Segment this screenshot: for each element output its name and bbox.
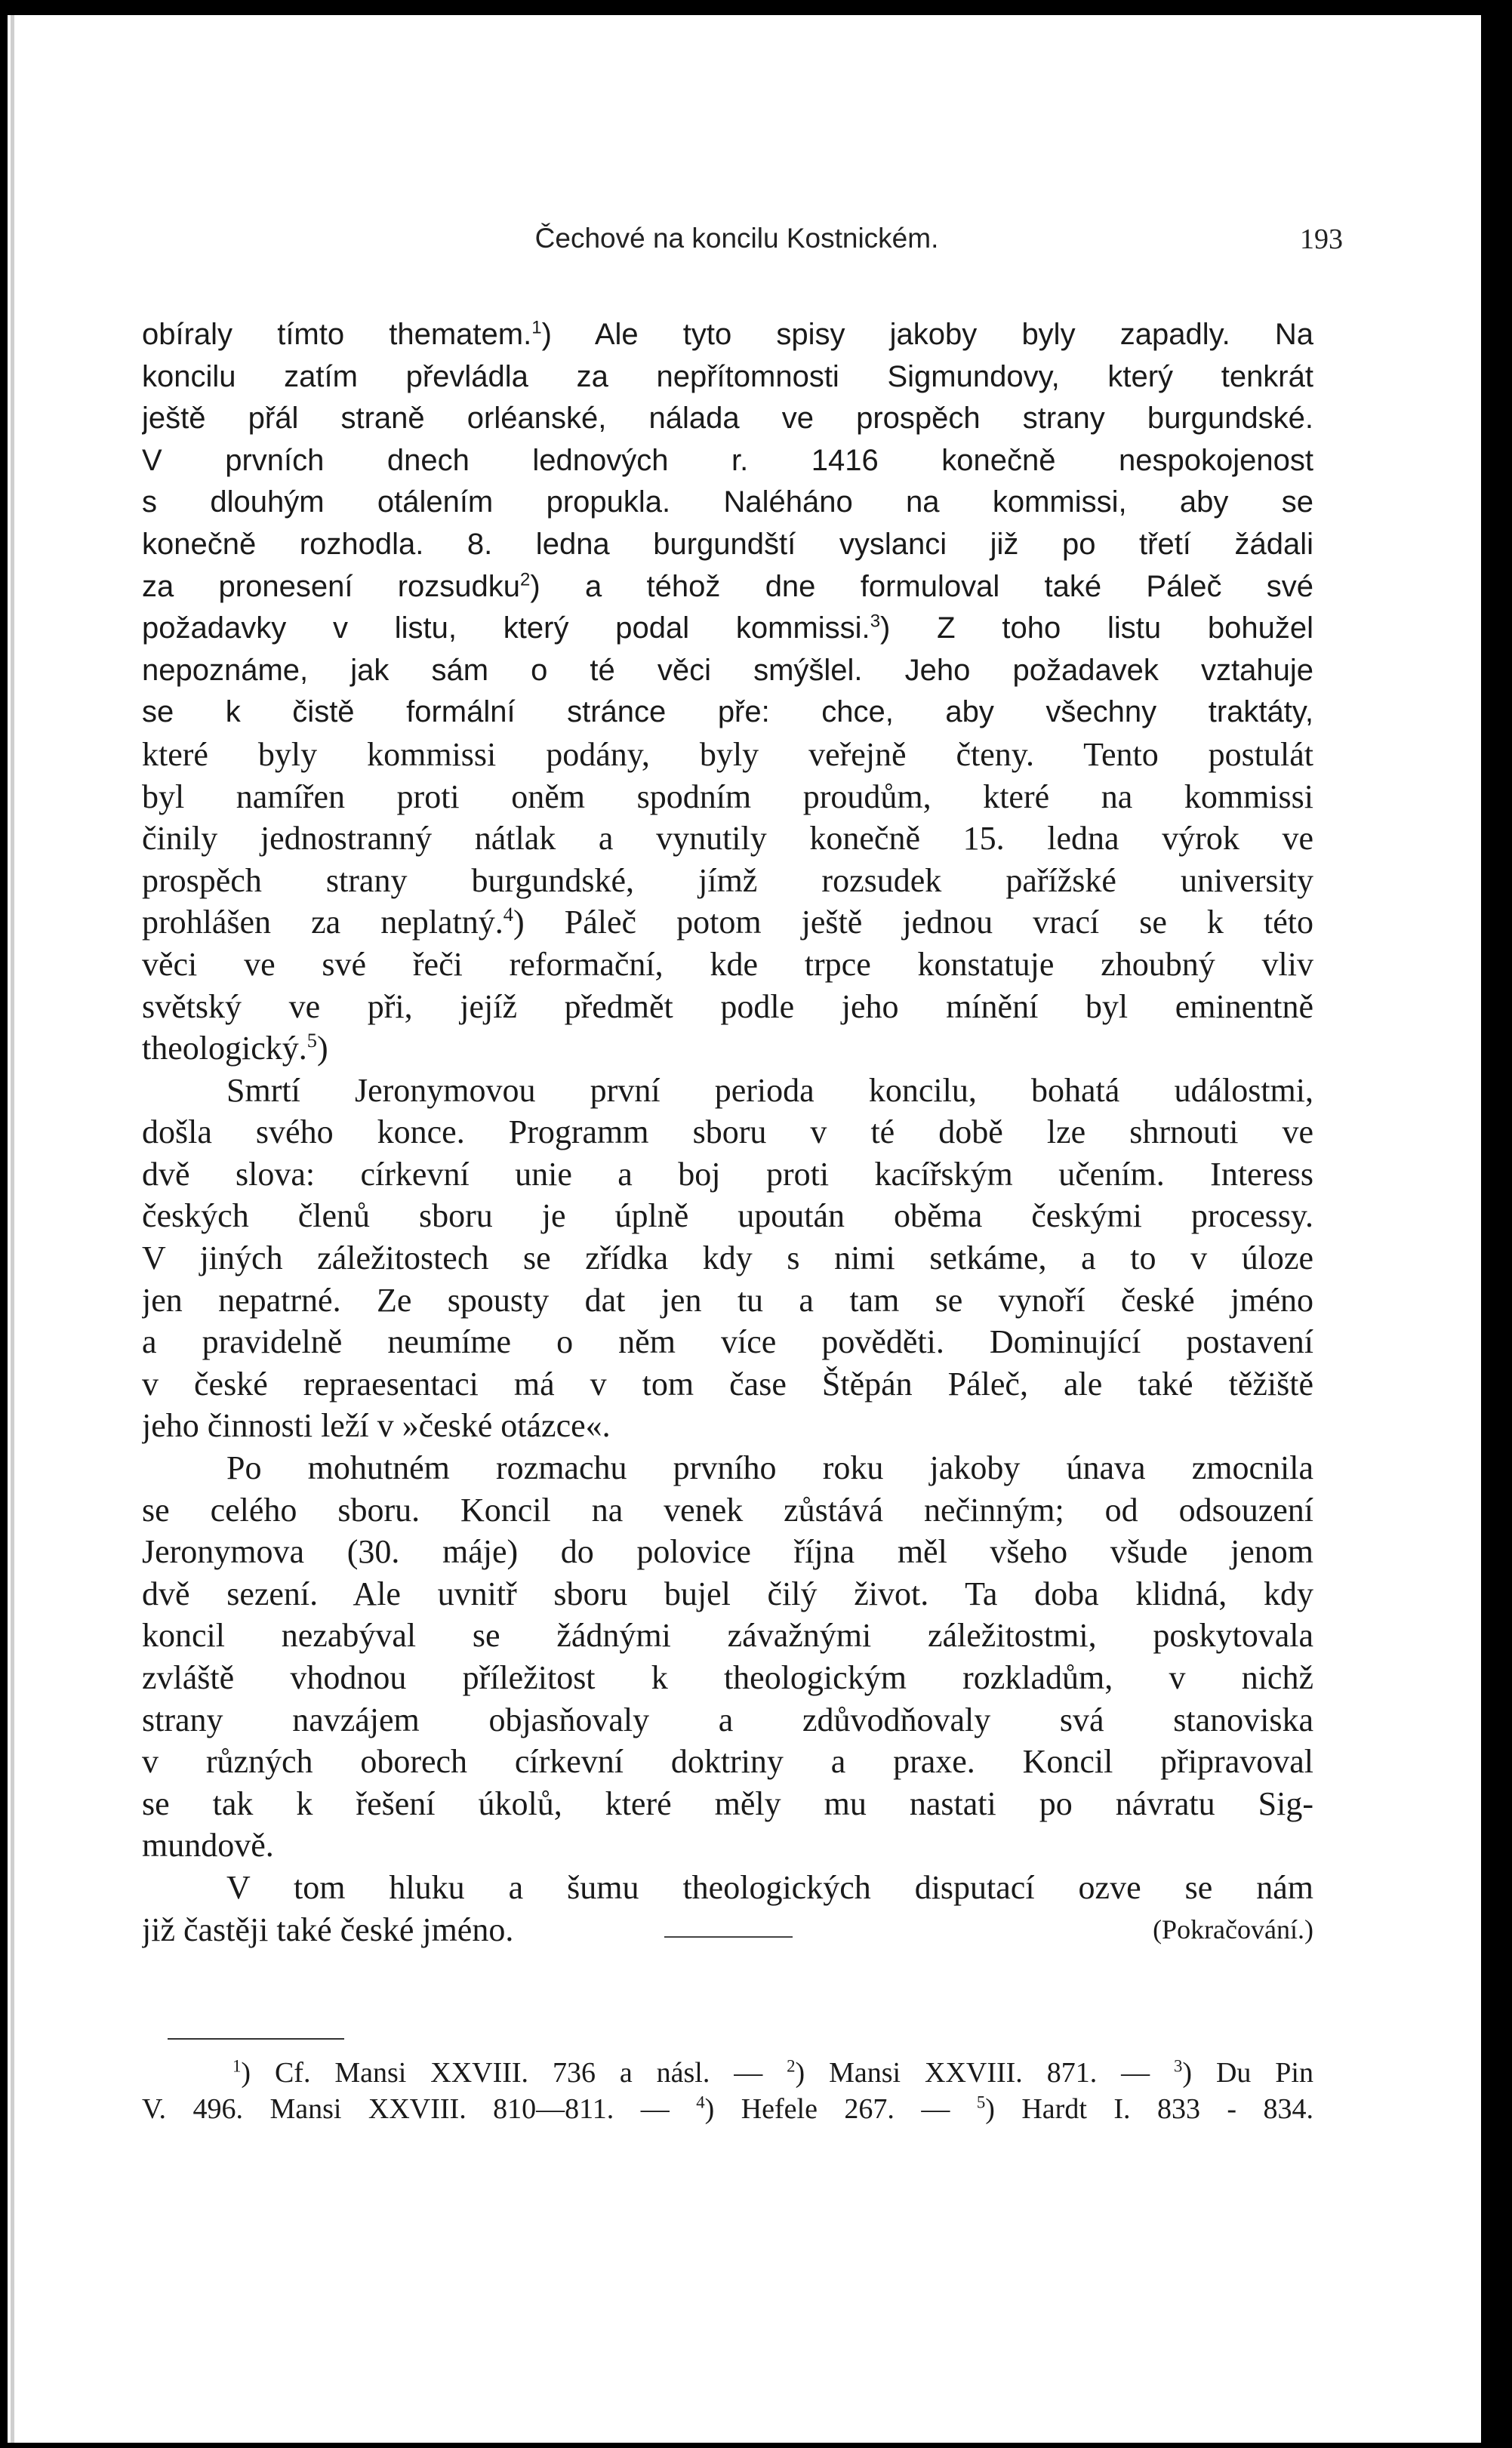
footnote-rule bbox=[168, 2038, 344, 2040]
footnote-line: $^1$) Cf. Mansi XXVIII. 736 a násl. — $^2$) Mansi XXVIII. 871. — $^3$) Du Pin bbox=[232, 2056, 1313, 2089]
text-line: V prvních dnech lednových r. 1416 konečně nespokojenost bbox=[142, 443, 1313, 477]
text-line: obíraly tímto thematem.$^1$) Ale tyto spisy jakoby byly zapadly. Na bbox=[142, 317, 1313, 351]
text-line: českých členů sboru je úplně upoután oběma českými processy. bbox=[142, 1197, 1313, 1235]
text-line bbox=[142, 1909, 1313, 1951]
text-line: světský ve při, jejíž předmět podle jeho mínění byl eminentně bbox=[142, 987, 1313, 1025]
text-line: theologický.$^5$) bbox=[142, 1029, 328, 1067]
text-line: ještě přál straně orléanské, nálada ve prospěch strany burgundské. bbox=[142, 402, 1313, 436]
text-line: za pronesení rozsudku$^2$) a téhož dne formuloval také Páleč své bbox=[142, 569, 1313, 603]
text-line: strany navzájem objasňovaly a zdůvodňovaly svá stanoviska bbox=[142, 1701, 1313, 1738]
text-line: prohlášen za neplatný.$^4$) Páleč potom ještě jednou vrací se k této bbox=[142, 903, 1313, 941]
text-line: v různých oborech církevní doktriny a praxe. Koncil připravoval bbox=[142, 1743, 1313, 1781]
footnote-ref: 1 bbox=[531, 317, 542, 338]
footnote-ref: 5 bbox=[306, 1029, 317, 1052]
running-title: Čechové na koncilu Kostnickém. bbox=[534, 223, 939, 254]
text-line: konečně rozhodla. 8. ledna burgundští vyslanci již po třetí žádali bbox=[142, 527, 1313, 561]
text-line: které byly kommissi podány, byly veřejně čteny. Tento postulát bbox=[142, 735, 1313, 773]
text-line: se tak k řešení úkolů, které měly mu nastati po návratu Sig- bbox=[142, 1784, 1313, 1822]
footnotes bbox=[142, 2055, 1313, 2127]
text-line: Jeronymova (30. máje) do polovice října měl všeho všude jenom bbox=[142, 1533, 1313, 1571]
text-line: mundově. bbox=[142, 1827, 274, 1864]
text-line: dvě sezení. Ale uvnitř sboru bujel čilý život. Ta doba klidná, kdy bbox=[142, 1575, 1313, 1612]
text-line: a pravidelně neumíme o něm více pověděti. Dominující postavení bbox=[142, 1323, 1313, 1361]
text-line: V tom hluku a šumu theologických disputací ozve se nám bbox=[226, 1868, 1313, 1906]
text-line: jeho činnosti leží v »české otázce«. bbox=[142, 1407, 611, 1445]
text-line: se k čistě formální stránce pře: chce, aby všechny traktáty, bbox=[142, 695, 1313, 729]
text-line: dvě slova: církevní unie a boj proti kacířským učením. Interess bbox=[142, 1155, 1313, 1193]
continued-note: (Pokračování.) bbox=[1153, 1914, 1313, 1945]
footnote-line: V. 496. Mansi XXVIII. 810—811. — $^4$) Hefele 267. — $^5$) Hardt I. 833 - 834. bbox=[142, 2092, 1313, 2125]
scan-edge bbox=[11, 15, 14, 2443]
text-line: věci ve své řeči reformační, kde trpce konstatuje zhoubný vliv bbox=[142, 945, 1313, 983]
text-line: Smrtí Jeronymovou první perioda koncilu, bohatá událostmi, bbox=[226, 1071, 1313, 1109]
text-line: činily jednostranný nátlak a vynutily konečně 15. ledna výrok ve bbox=[142, 820, 1313, 858]
text-line: došla svého konce. Programm sboru v té době lze shrnouti ve bbox=[142, 1113, 1313, 1151]
body-text bbox=[142, 314, 1313, 1951]
footnote-ref: 4 bbox=[503, 903, 513, 926]
text-line: zvláště vhodnou příležitost k theologickým rozkladům, v nichž bbox=[142, 1659, 1313, 1696]
text-line: v české repraesentaci má v tom čase Štěpán Páleč, ale také těžiště bbox=[142, 1365, 1313, 1403]
text-line: požadavky v listu, který podal kommissi.$^3$) Z toho listu bohužel bbox=[142, 611, 1313, 645]
text-line: prospěch strany burgundské, jímž rozsudek pařížské university bbox=[142, 861, 1313, 899]
section-divider bbox=[664, 1936, 793, 1938]
text-line: koncil nezabýval se žádnými závažnými záležitostmi, poskytovala bbox=[142, 1617, 1313, 1655]
footnote-ref: 2 bbox=[520, 569, 531, 590]
text-line: nepoznáme, jak sám o té věci smýšlel. Jeho požadavek vztahuje bbox=[142, 653, 1313, 687]
text-line: s dlouhým otálením propukla. Naléháno na kommissi, aby se bbox=[142, 485, 1313, 519]
text-line: se celého sboru. Koncil na venek zůstává nečinným; od odsouzení bbox=[142, 1491, 1313, 1529]
footnote-ref: 3 bbox=[870, 611, 881, 632]
page-header bbox=[0, 223, 1512, 276]
page-number: 193 bbox=[1300, 223, 1343, 255]
text-line: koncilu zatím převládla za nepřítomnosti Sigmundovy, který tenkrát bbox=[142, 359, 1313, 393]
text-line: jen nepatrné. Ze spousty dat jen tu a tam se vynoří české jméno bbox=[142, 1281, 1313, 1319]
text-line: V jiných záležitostech se zřídka kdy s nimi setkáme, a to v úloze bbox=[142, 1239, 1313, 1277]
text-line: Po mohutném rozmachu prvního roku jakoby únava zmocnila bbox=[226, 1449, 1313, 1487]
text-line: byl namířen proti oněm spodním proudům, které na kommissi bbox=[142, 778, 1313, 815]
closing-sentence: již častěji také české jméno. bbox=[142, 1911, 514, 1948]
